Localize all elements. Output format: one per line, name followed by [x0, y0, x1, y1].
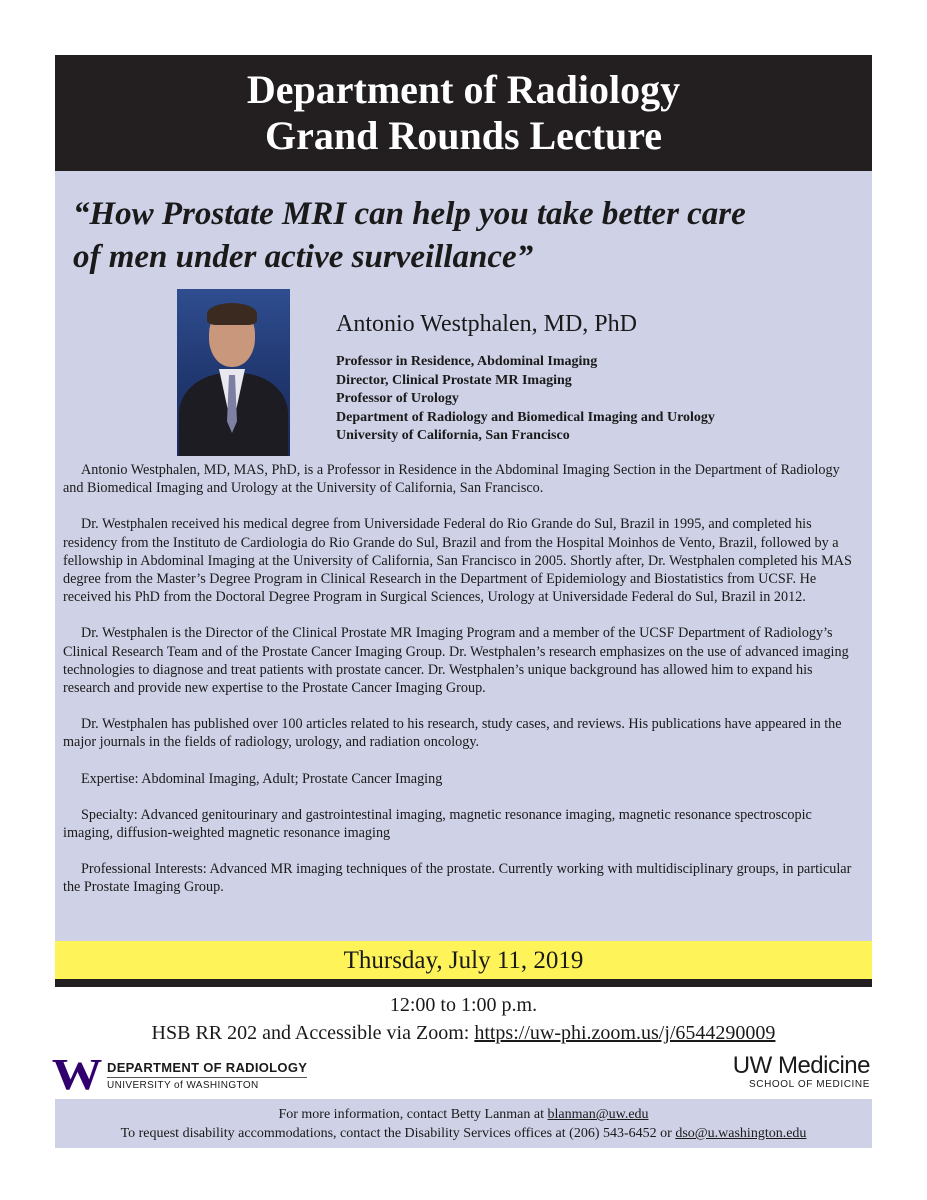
speaker-section	[63, 289, 864, 457]
affiliation-line: University of California, San Francisco	[336, 428, 570, 443]
speaker-affiliations	[336, 353, 715, 446]
uw-radiology-logo	[51, 1050, 308, 1099]
speaker-bio	[63, 461, 864, 897]
logo-university: UNIVERSITY of WASHINGTON	[107, 1079, 259, 1091]
uw-w-icon: W	[51, 1050, 103, 1099]
logo-dept-name: DEPARTMENT OF RADIOLOGY	[107, 1060, 307, 1078]
affiliation-line: Professor in Residence, Abdominal Imaging	[336, 354, 598, 369]
flyer	[51, 55, 872, 1148]
talk-title-line2: of men under active surveillance”	[73, 239, 534, 275]
event-location	[55, 1019, 872, 1047]
speaker-photo	[177, 289, 290, 456]
info-text: For more information, contact Betty Lanman at	[278, 1107, 548, 1122]
talk-title-line1: “How Prostate MRI can help you take better care	[73, 196, 746, 232]
disability-text: To request disability accommodations, contact the Disability Services offices at (206) 543-6452 or	[120, 1126, 676, 1141]
event-date: Thursday, July 11, 2019	[55, 941, 872, 987]
logo-row	[51, 1049, 872, 1099]
bio-paragraph: Antonio Westphalen, MD, MAS, PhD, is a Professor in Residence in the Abdominal Imaging Section in the Department of Radiology and Biomedical Imaging and Urology at the University of California, San Francisco.	[63, 462, 840, 497]
zoom-link[interactable]: https://uw-phi.zoom.us/j/6544290009	[474, 1022, 776, 1044]
uwm-title: UW Medicine	[732, 1052, 870, 1079]
bio-expertise: Expertise: Abdominal Imaging, Adult; Prostate Cancer Imaging	[81, 770, 443, 787]
info-email-link[interactable]: blanman@uw.edu	[547, 1107, 649, 1122]
contact-footer	[55, 1099, 872, 1148]
bio-paragraph: Dr. Westphalen received his medical degree from Universidade Federal do Rio Grande do Sul, Brazil in 1995, and completed his residency from the Instituto de Cardiologia do Rio Grande do Sul, Brazil and from the Hospital Moinhos de Vento, Brazil, followed by a fellowship in Abdominal Imaging at the University of California, San Francisco in 2005. Shortly after, Dr. Westphalen completed his MAS degree from the Master’s Degree Program in Clinical Research in the Department of Epidemiology and Biostatistics from UCSF. He received his PhD from the Doctoral Degree Program in Surgical Sciences, Urology at Universidade Federal do Sul, Brazil in 2012.	[63, 516, 852, 606]
header-title-line1: Department of Radiology	[246, 67, 681, 112]
bio-specialty: Specialty: Advanced genitourinary and gastrointestinal imaging, magnetic resonance imaging, magnetic resonance spectroscopic imaging, diffusion-weighted magnetic resonance imaging	[63, 806, 812, 842]
affiliation-line: Department of Radiology and Biomedical Imaging and Urology	[336, 409, 715, 425]
speaker-name: Antonio Westphalen, MD, PhD	[336, 311, 637, 337]
content-panel	[55, 171, 872, 941]
bio-paragraph: Dr. Westphalen is the Director of the Clinical Prostate MR Imaging Program and a member of the UCSF Department of Radiology’s Clinical Research Team and of the Prostate Cancer Imaging Group. Dr. Westphalen’s research emphasizes on the use of advanced imaging technologies to diagnose and treat patients with prostate cancer. Dr. Westphalen’s unique background has allowed him to expand his research and provide new expertise to the Prostate Cancer Imaging Group.	[63, 625, 849, 697]
header-title-line2: Grand Rounds Lecture	[264, 113, 663, 158]
uw-medicine-logo	[733, 1053, 870, 1090]
disability-email-link[interactable]: dso@u.washington.edu	[675, 1126, 807, 1141]
bio-interests: Professional Interests: Advanced MR imaging techniques of the prostate. Currently working with multidisciplinary groups, in particular the Prostate Imaging Group.	[63, 861, 852, 896]
event-details	[55, 991, 872, 1047]
info-line	[55, 1105, 872, 1124]
affiliation-line: Director, Clinical Prostate MR Imaging	[336, 372, 572, 388]
event-time: 12:00 to 1:00 p.m.	[389, 994, 538, 1016]
flyer-header	[55, 55, 872, 171]
talk-title	[63, 171, 864, 279]
disability-line	[55, 1124, 872, 1143]
bio-paragraph: Dr. Westphalen has published over 100 articles related to his research, study cases, and reviews. His publications have appeared in the major journals in the fields of radiology, urology, and radiation oncology.	[63, 716, 842, 751]
uwm-subtitle: SCHOOL OF MEDICINE	[749, 1079, 870, 1090]
affiliation-line: Professor of Urology	[336, 391, 459, 406]
location-text: HSB RR 202 and Accessible via Zoom:	[151, 1022, 475, 1044]
